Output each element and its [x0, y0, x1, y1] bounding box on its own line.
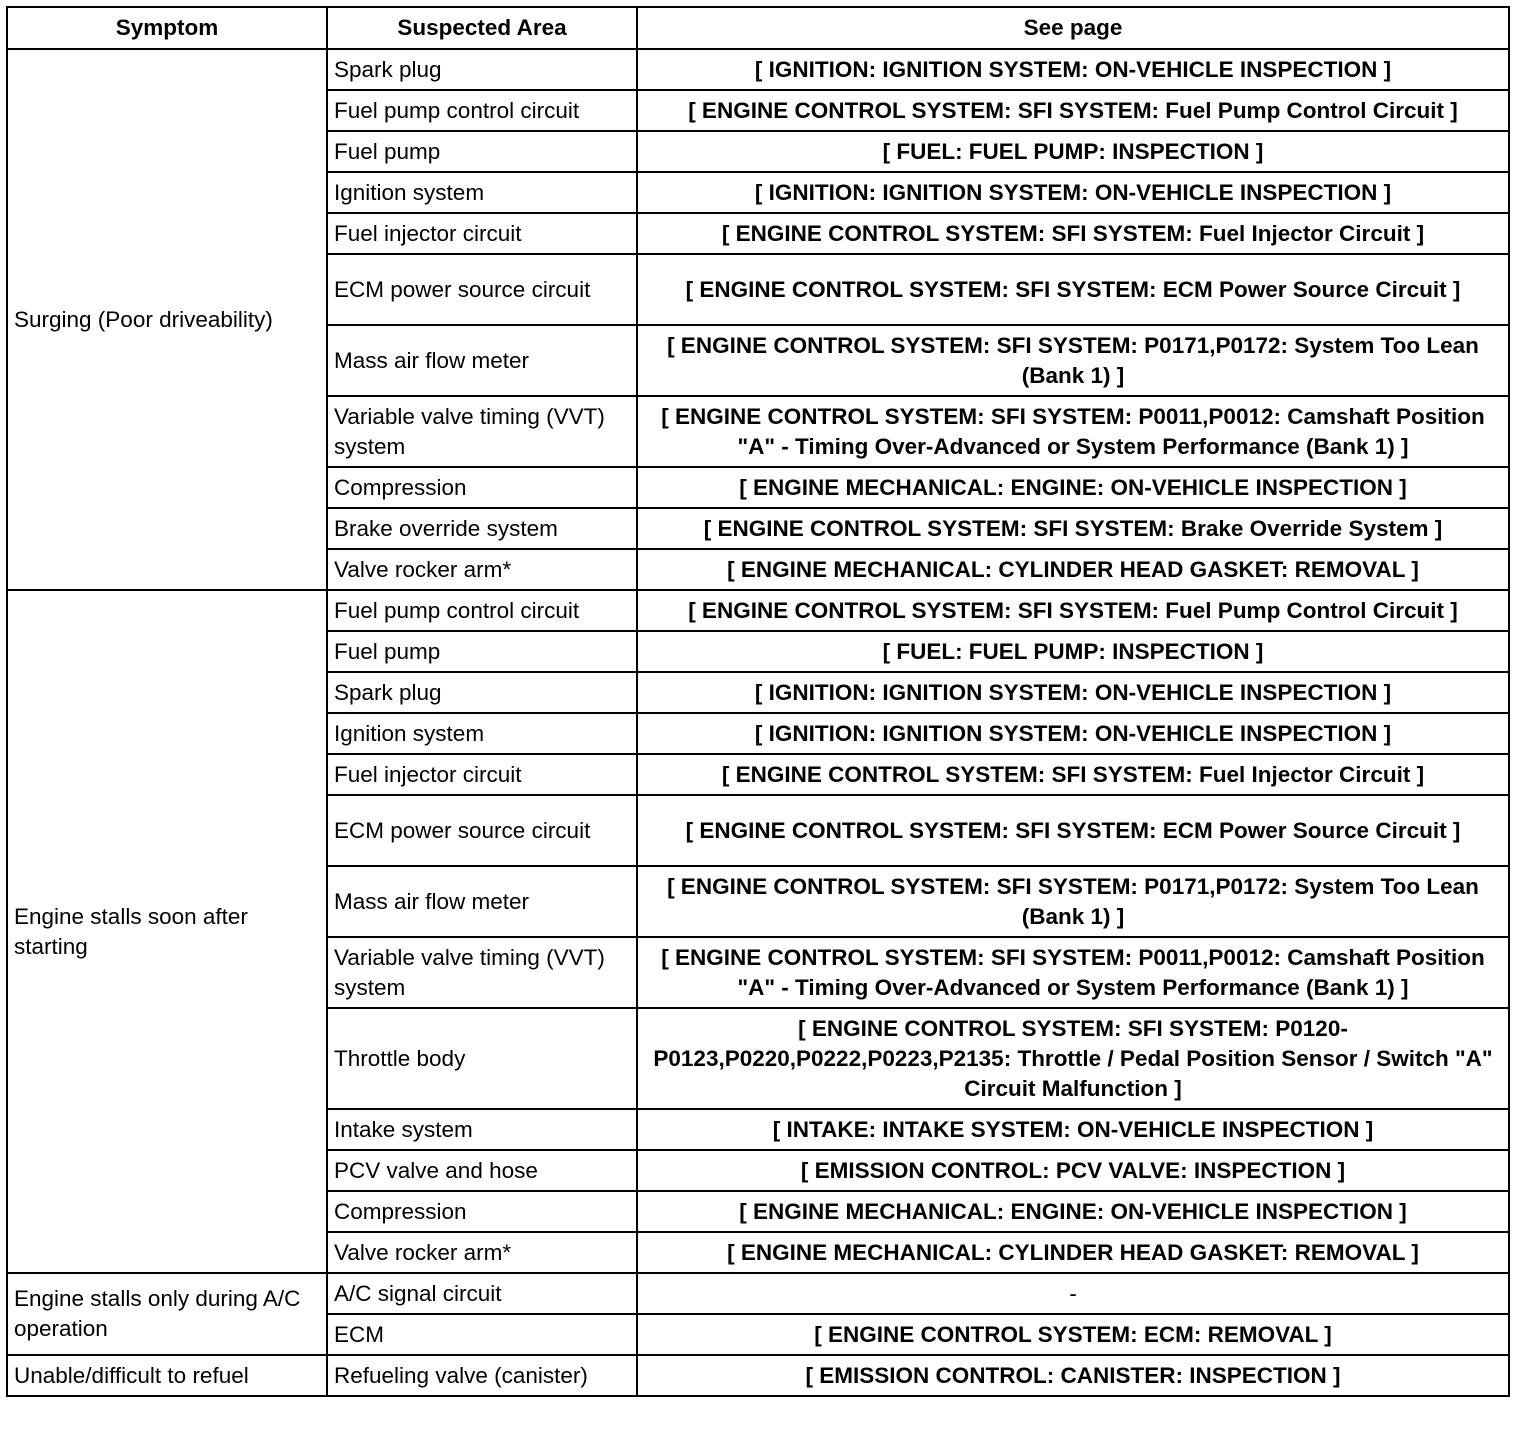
symptom-cell: Engine stalls soon after starting [7, 590, 327, 1273]
suspected-area-cell: Variable valve timing (VVT) system [327, 396, 637, 467]
see-page-link[interactable]: [ ENGINE MECHANICAL: ENGINE: ON-VEHICLE INSPECTION ] [637, 1191, 1509, 1232]
suspected-area-cell: Mass air flow meter [327, 325, 637, 396]
suspected-area-cell: Compression [327, 467, 637, 508]
table-row [7, 1355, 1509, 1396]
header-see-page: See page [637, 7, 1509, 49]
suspected-area-cell: Mass air flow meter [327, 866, 637, 937]
symptom-cell: Surging (Poor driveability) [7, 49, 327, 590]
see-page-link[interactable]: [ ENGINE CONTROL SYSTEM: SFI SYSTEM: Fuel Injector Circuit ] [637, 213, 1509, 254]
see-page-link[interactable]: [ FUEL: FUEL PUMP: INSPECTION ] [637, 631, 1509, 672]
suspected-area-cell: Valve rocker arm* [327, 1232, 637, 1273]
suspected-area-cell: Fuel pump [327, 131, 637, 172]
suspected-area-cell: Fuel injector circuit [327, 213, 637, 254]
see-page-link[interactable]: [ IGNITION: IGNITION SYSTEM: ON-VEHICLE INSPECTION ] [637, 49, 1509, 90]
suspected-area-cell: Compression [327, 1191, 637, 1232]
suspected-area-cell: ECM power source circuit [327, 254, 637, 325]
suspected-area-cell: ECM power source circuit [327, 795, 637, 866]
troubleshooting-table [6, 6, 1510, 1397]
suspected-area-cell: Intake system [327, 1109, 637, 1150]
see-page-link[interactable]: [ ENGINE CONTROL SYSTEM: SFI SYSTEM: Brake Override System ] [637, 508, 1509, 549]
see-page-link[interactable]: [ ENGINE CONTROL SYSTEM: SFI SYSTEM: Fuel Injector Circuit ] [637, 754, 1509, 795]
see-page-link[interactable]: [ INTAKE: INTAKE SYSTEM: ON-VEHICLE INSPECTION ] [637, 1109, 1509, 1150]
suspected-area-cell: Ignition system [327, 172, 637, 213]
suspected-area-cell: Ignition system [327, 713, 637, 754]
header-row [7, 7, 1509, 49]
table-row [7, 49, 1509, 90]
suspected-area-cell: Spark plug [327, 672, 637, 713]
see-page-link[interactable]: [ ENGINE CONTROL SYSTEM: SFI SYSTEM: P0011,P0012: Camshaft Position "A" - Timing Over-Advanced or System Performance (Bank 1) ] [637, 937, 1509, 1008]
see-page-link[interactable]: [ FUEL: FUEL PUMP: INSPECTION ] [637, 131, 1509, 172]
suspected-area-cell: Brake override system [327, 508, 637, 549]
see-page-link[interactable]: [ ENGINE CONTROL SYSTEM: SFI SYSTEM: P0011,P0012: Camshaft Position "A" - Timing Over-Advanced or System Performance (Bank 1) ] [637, 396, 1509, 467]
suspected-area-cell: Spark plug [327, 49, 637, 90]
see-page-link[interactable]: [ IGNITION: IGNITION SYSTEM: ON-VEHICLE INSPECTION ] [637, 672, 1509, 713]
suspected-area-cell: ECM [327, 1314, 637, 1355]
suspected-area-cell: A/C signal circuit [327, 1273, 637, 1314]
header-symptom: Symptom [7, 7, 327, 49]
suspected-area-cell: Throttle body [327, 1008, 637, 1109]
suspected-area-cell: Fuel pump [327, 631, 637, 672]
see-page-link[interactable]: [ ENGINE MECHANICAL: CYLINDER HEAD GASKET: REMOVAL ] [637, 1232, 1509, 1273]
see-page-cell: - [637, 1273, 1509, 1314]
see-page-link[interactable]: [ EMISSION CONTROL: PCV VALVE: INSPECTION ] [637, 1150, 1509, 1191]
suspected-area-cell: Refueling valve (canister) [327, 1355, 637, 1396]
suspected-area-cell: Fuel injector circuit [327, 754, 637, 795]
suspected-area-cell: Fuel pump control circuit [327, 90, 637, 131]
see-page-link[interactable]: [ ENGINE CONTROL SYSTEM: SFI SYSTEM: P0171,P0172: System Too Lean (Bank 1) ] [637, 866, 1509, 937]
see-page-link[interactable]: [ ENGINE MECHANICAL: CYLINDER HEAD GASKET: REMOVAL ] [637, 549, 1509, 590]
see-page-link[interactable]: [ ENGINE CONTROL SYSTEM: SFI SYSTEM: Fuel Pump Control Circuit ] [637, 90, 1509, 131]
symptom-cell: Unable/difficult to refuel [7, 1355, 327, 1396]
suspected-area-cell: Variable valve timing (VVT) system [327, 937, 637, 1008]
see-page-link[interactable]: [ IGNITION: IGNITION SYSTEM: ON-VEHICLE INSPECTION ] [637, 172, 1509, 213]
header-suspected-area: Suspected Area [327, 7, 637, 49]
see-page-link[interactable]: [ IGNITION: IGNITION SYSTEM: ON-VEHICLE INSPECTION ] [637, 713, 1509, 754]
see-page-link[interactable]: [ ENGINE CONTROL SYSTEM: SFI SYSTEM: ECM Power Source Circuit ] [637, 795, 1509, 866]
suspected-area-cell: PCV valve and hose [327, 1150, 637, 1191]
see-page-link[interactable]: [ ENGINE CONTROL SYSTEM: SFI SYSTEM: ECM Power Source Circuit ] [637, 254, 1509, 325]
see-page-link[interactable]: [ ENGINE CONTROL SYSTEM: SFI SYSTEM: Fuel Pump Control Circuit ] [637, 590, 1509, 631]
table-row [7, 1273, 1509, 1314]
table-row [7, 590, 1509, 631]
see-page-link[interactable]: [ ENGINE CONTROL SYSTEM: SFI SYSTEM: P0171,P0172: System Too Lean (Bank 1) ] [637, 325, 1509, 396]
see-page-link[interactable]: [ ENGINE CONTROL SYSTEM: SFI SYSTEM: P0120-P0123,P0220,P0222,P0223,P2135: Throttle / Pedal Position Sensor / Switch "A" Circuit Malfunction ] [637, 1008, 1509, 1109]
see-page-link[interactable]: [ ENGINE MECHANICAL: ENGINE: ON-VEHICLE INSPECTION ] [637, 467, 1509, 508]
suspected-area-cell: Fuel pump control circuit [327, 590, 637, 631]
symptom-cell: Engine stalls only during A/C operation [7, 1273, 327, 1355]
see-page-link[interactable]: [ ENGINE CONTROL SYSTEM: ECM: REMOVAL ] [637, 1314, 1509, 1355]
see-page-link[interactable]: [ EMISSION CONTROL: CANISTER: INSPECTION ] [637, 1355, 1509, 1396]
suspected-area-cell: Valve rocker arm* [327, 549, 637, 590]
